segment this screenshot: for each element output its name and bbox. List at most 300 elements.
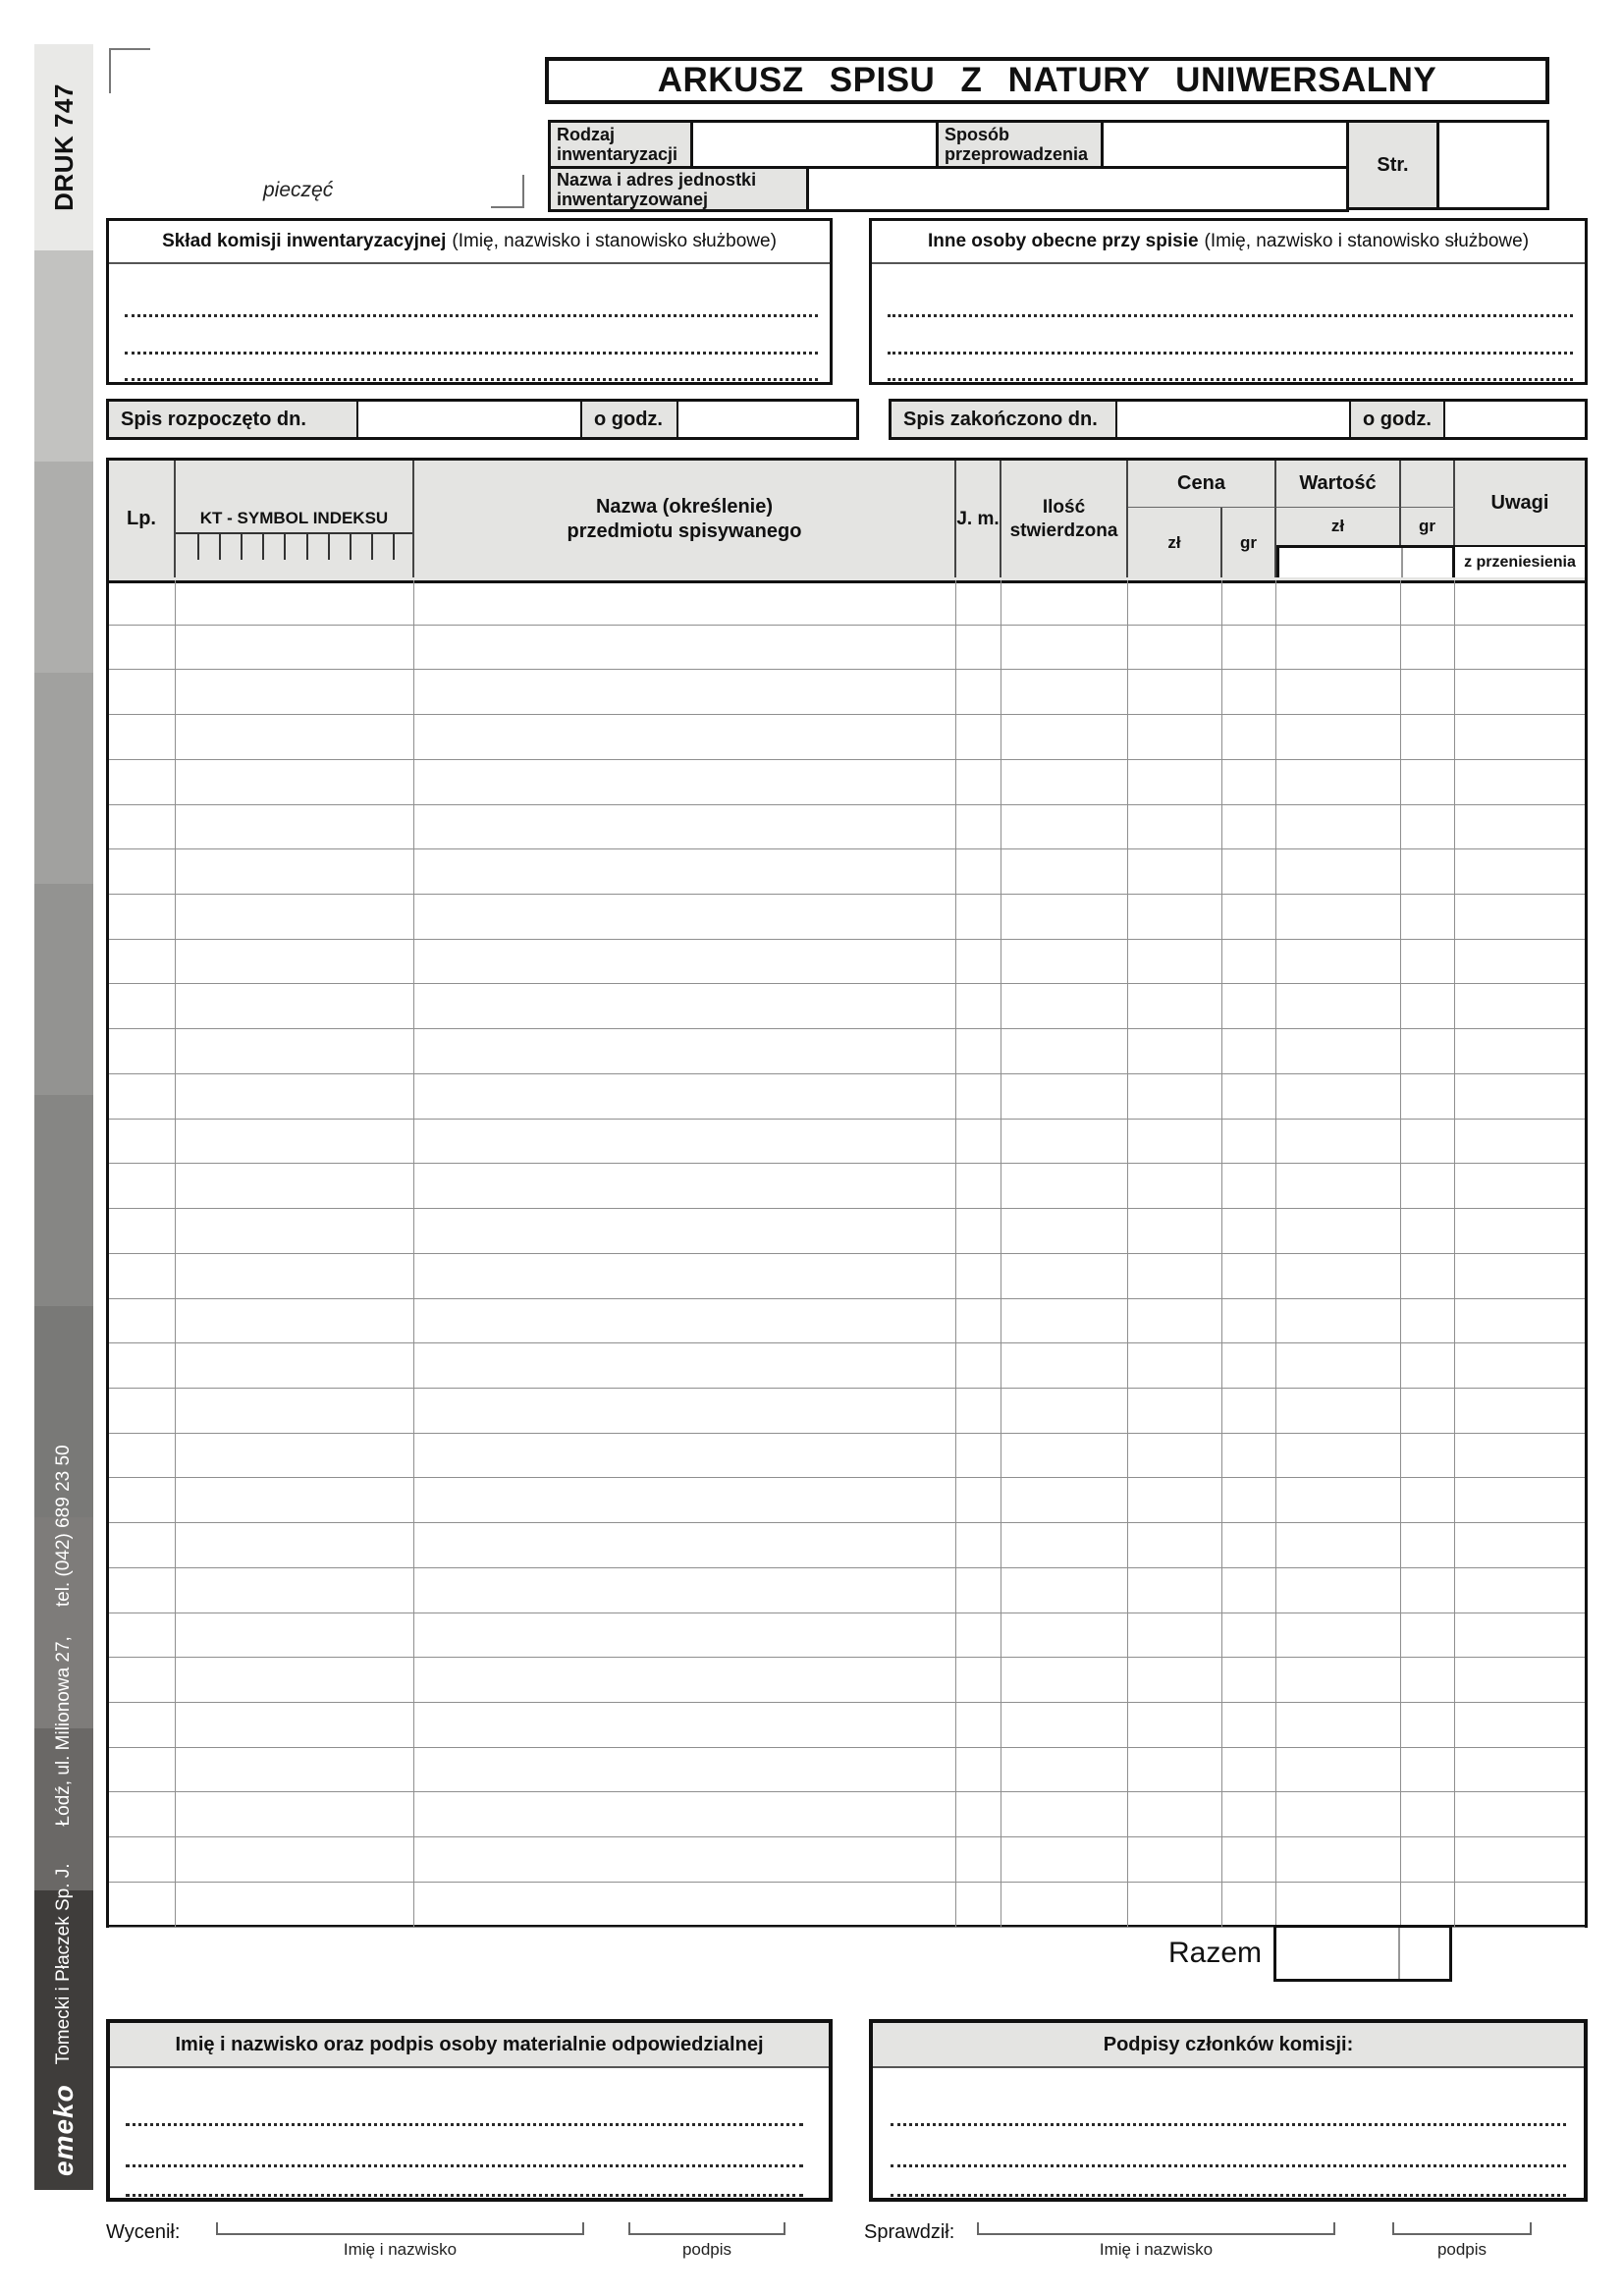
table-cell <box>109 1164 176 1208</box>
table-cell <box>1128 1568 1222 1613</box>
table-cell <box>1128 1029 1222 1073</box>
table-cell <box>414 715 956 759</box>
table-cell <box>1276 1658 1401 1702</box>
table-cell <box>176 1389 414 1433</box>
table-cell <box>414 1299 956 1343</box>
table-cell <box>176 1343 414 1388</box>
table-cell <box>1401 940 1455 984</box>
start-date-bar <box>106 399 859 440</box>
fill-in-line <box>891 2194 1566 2197</box>
table-row <box>109 1478 1585 1523</box>
total-label: Razem <box>1167 1937 1262 1969</box>
start-date-field <box>358 402 582 437</box>
table-cell <box>1128 984 1222 1028</box>
committee-box-title <box>109 221 830 264</box>
table-cell <box>414 1568 956 1613</box>
table-cell <box>176 1568 414 1613</box>
table-cell <box>109 1029 176 1073</box>
table-cell <box>176 670 414 714</box>
publisher-logo: emeko <box>48 2084 79 2176</box>
table-cell <box>1276 760 1401 804</box>
table-cell <box>1455 1074 1585 1119</box>
table-cell <box>1001 1658 1128 1702</box>
table-cell <box>1222 580 1276 625</box>
table-cell <box>176 1434 414 1478</box>
table-cell <box>109 715 176 759</box>
table-cell <box>1001 1074 1128 1119</box>
table-cell <box>414 1120 956 1164</box>
corner-mark <box>109 48 150 50</box>
table-cell <box>1455 580 1585 625</box>
table-cell <box>1222 1299 1276 1343</box>
table-cell <box>1455 760 1585 804</box>
other-persons-title-bold: Inne osoby obecne przy spisie <box>927 231 1199 251</box>
table-cell <box>1401 1434 1455 1478</box>
table-row <box>109 760 1585 805</box>
table-row <box>109 1029 1585 1074</box>
table-cell <box>1001 940 1128 984</box>
col-header-ilosc-line1: Ilość <box>1042 496 1086 518</box>
inventory-type-label: Rodzaj inwentaryzacji <box>548 120 693 169</box>
inventory-type-field <box>690 120 939 169</box>
table-cell <box>1222 1568 1276 1613</box>
fill-in-line <box>891 2164 1566 2167</box>
table-cell <box>1222 849 1276 894</box>
table-cell <box>1276 940 1401 984</box>
table-cell <box>1276 895 1401 939</box>
table-cell <box>1455 1837 1585 1882</box>
form-title: ARKUSZ SPISU Z NATURY UNIWERSALNY <box>657 61 1437 99</box>
table-cell <box>956 1478 1001 1522</box>
table-cell <box>956 849 1001 894</box>
table-cell <box>1455 940 1585 984</box>
page-number-label: Str. <box>1346 120 1439 210</box>
table-cell <box>1401 1837 1455 1882</box>
table-row <box>109 1164 1585 1209</box>
col-header-lp: Lp. <box>109 461 176 577</box>
table-cell <box>1222 1478 1276 1522</box>
table-cell <box>109 849 176 894</box>
publisher-name: Tomecki i Płaczek Sp. J. <box>53 1863 74 2065</box>
table-cell <box>1001 1523 1128 1567</box>
table-cell <box>109 1478 176 1522</box>
kt-tick <box>219 534 221 560</box>
table-cell <box>176 805 414 849</box>
table-cell <box>414 1613 956 1658</box>
table-cell <box>176 1658 414 1702</box>
table-cell <box>1455 1658 1585 1702</box>
table-cell <box>176 760 414 804</box>
table-cell <box>956 1613 1001 1658</box>
table-cell <box>956 1074 1001 1119</box>
table-row <box>109 1837 1585 1883</box>
inventory-table-header <box>109 461 1585 583</box>
table-cell <box>414 760 956 804</box>
committee-title-bold: Skład komisji inwentaryzacyjnej <box>162 231 447 251</box>
table-cell <box>176 1029 414 1073</box>
table-cell <box>1276 849 1401 894</box>
table-cell <box>1222 1883 1276 1927</box>
table-cell <box>1455 1883 1585 1927</box>
kt-tick <box>306 534 308 560</box>
form-title-box <box>545 57 1549 104</box>
table-cell <box>956 1883 1001 1927</box>
fill-in-line <box>888 352 1573 355</box>
valued-by-name-line <box>216 2222 584 2235</box>
table-cell <box>1001 849 1128 894</box>
fill-in-line <box>125 314 818 317</box>
table-cell <box>1001 1568 1128 1613</box>
fill-in-line <box>126 2123 803 2126</box>
table-cell <box>1455 1523 1585 1567</box>
table-cell <box>1128 1883 1222 1927</box>
checked-by-label: Sprawdził: <box>864 2221 955 2243</box>
table-row <box>109 1613 1585 1659</box>
table-cell <box>1401 1389 1455 1433</box>
table-cell <box>414 1029 956 1073</box>
table-row <box>109 1343 1585 1389</box>
table-cell <box>1455 1164 1585 1208</box>
end-date-label: Spis zakończono dn. <box>903 408 1098 430</box>
table-cell <box>1222 1254 1276 1298</box>
fill-in-line <box>888 378 1573 381</box>
table-cell <box>956 805 1001 849</box>
table-row <box>109 1299 1585 1344</box>
table-cell <box>1222 1434 1276 1478</box>
committee-signatures-box <box>869 2019 1588 2202</box>
table-cell <box>1001 1613 1128 1658</box>
table-cell <box>1222 760 1276 804</box>
table-cell <box>1222 1209 1276 1253</box>
table-cell <box>1455 1748 1585 1792</box>
committee-signatures-title: Podpisy członków komisji: <box>873 2023 1584 2068</box>
table-cell <box>1276 580 1401 625</box>
table-cell <box>1128 1343 1222 1388</box>
table-row <box>109 984 1585 1029</box>
table-cell <box>1401 715 1455 759</box>
table-cell <box>414 1523 956 1567</box>
table-row <box>109 1389 1585 1434</box>
table-cell <box>956 715 1001 759</box>
table-cell <box>1401 1254 1455 1298</box>
table-row <box>109 1209 1585 1254</box>
table-cell <box>176 940 414 984</box>
kt-tick <box>393 534 395 560</box>
table-cell <box>1455 1299 1585 1343</box>
table-row <box>109 1568 1585 1613</box>
kt-tick <box>262 534 264 560</box>
publisher-phone: tel. (042) 689 23 50 <box>53 1445 74 1608</box>
table-cell <box>1128 895 1222 939</box>
table-cell <box>1455 895 1585 939</box>
table-cell <box>1222 1074 1276 1119</box>
table-cell <box>956 626 1001 670</box>
table-cell <box>1276 626 1401 670</box>
table-cell <box>109 1748 176 1792</box>
table-cell <box>1455 1613 1585 1658</box>
responsible-person-box <box>106 2019 833 2202</box>
table-cell <box>1001 1299 1128 1343</box>
table-row <box>109 805 1585 850</box>
table-cell <box>109 1254 176 1298</box>
table-cell <box>1001 1883 1128 1927</box>
table-cell <box>1128 1837 1222 1882</box>
table-cell <box>414 1883 956 1927</box>
fill-in-line <box>125 378 818 381</box>
table-cell <box>1001 1120 1128 1164</box>
table-cell <box>1128 805 1222 849</box>
table-row <box>109 895 1585 940</box>
table-cell <box>1455 1120 1585 1164</box>
table-cell <box>109 1299 176 1343</box>
table-row <box>109 1703 1585 1748</box>
table-cell <box>109 1568 176 1613</box>
table-cell <box>1128 1164 1222 1208</box>
table-cell <box>1128 1074 1222 1119</box>
start-date-label: Spis rozpoczęto dn. <box>121 408 306 430</box>
table-cell <box>1128 1254 1222 1298</box>
table-cell <box>1128 1478 1222 1522</box>
table-cell <box>956 1389 1001 1433</box>
table-cell <box>1401 1299 1455 1343</box>
table-cell <box>1401 1164 1455 1208</box>
table-cell <box>109 1120 176 1164</box>
table-cell <box>956 1029 1001 1073</box>
table-cell <box>176 1209 414 1253</box>
table-cell <box>109 1523 176 1567</box>
table-cell <box>414 580 956 625</box>
table-cell <box>1001 1434 1128 1478</box>
table-cell <box>1401 1209 1455 1253</box>
table-cell <box>1455 1343 1585 1388</box>
table-row <box>109 670 1585 715</box>
committee-title-note: (Imię, nazwisko i stanowisko służbowe) <box>452 231 777 251</box>
table-cell <box>1401 1613 1455 1658</box>
table-cell <box>1128 1703 1222 1747</box>
table-cell <box>414 1343 956 1388</box>
carryover-box-divider <box>1401 548 1403 577</box>
table-cell <box>1455 1478 1585 1522</box>
name-caption: Imię i nazwisko <box>1099 2240 1214 2259</box>
table-cell <box>414 1254 956 1298</box>
fill-in-line <box>891 2123 1566 2126</box>
table-cell <box>176 1613 414 1658</box>
druk-number-label: DRUK 747 <box>48 83 79 211</box>
table-cell <box>1455 849 1585 894</box>
table-cell <box>1001 580 1128 625</box>
table-row <box>109 1658 1585 1703</box>
col-header-nazwa-line2: przedmiotu spisywanego <box>567 519 802 542</box>
table-cell <box>414 805 956 849</box>
table-cell <box>1276 1748 1401 1792</box>
table-cell <box>1128 1523 1222 1567</box>
table-cell <box>414 1837 956 1882</box>
kt-tick <box>371 534 373 560</box>
col-header-kt <box>176 461 414 577</box>
table-cell <box>176 1478 414 1522</box>
table-cell <box>176 1748 414 1792</box>
table-row <box>109 1434 1585 1479</box>
table-cell <box>414 849 956 894</box>
table-cell <box>956 1703 1001 1747</box>
table-cell <box>1222 1029 1276 1073</box>
table-cell <box>109 1837 176 1882</box>
table-cell <box>1401 849 1455 894</box>
table-row <box>109 626 1585 671</box>
table-cell <box>109 626 176 670</box>
table-cell <box>414 1658 956 1702</box>
table-cell <box>1401 1029 1455 1073</box>
fill-in-line <box>888 314 1573 317</box>
table-cell <box>1001 805 1128 849</box>
table-cell <box>414 1748 956 1792</box>
checked-by-name-line <box>977 2222 1335 2235</box>
table-cell <box>1222 895 1276 939</box>
table-cell <box>1401 1120 1455 1164</box>
table-cell <box>1455 1792 1585 1836</box>
table-cell <box>1455 1434 1585 1478</box>
fill-in-line <box>126 2194 803 2197</box>
table-cell <box>1128 1120 1222 1164</box>
table-row <box>109 1748 1585 1793</box>
table-cell <box>1001 1209 1128 1253</box>
strip-segment <box>34 884 93 1095</box>
table-cell <box>1455 1029 1585 1073</box>
table-cell <box>1222 805 1276 849</box>
col-header-ilosc-line2: stwierdzona <box>1009 519 1118 541</box>
carryover-value-box <box>1276 545 1455 577</box>
table-cell <box>1455 1703 1585 1747</box>
table-cell <box>1001 760 1128 804</box>
table-cell <box>1222 1703 1276 1747</box>
table-cell <box>176 1164 414 1208</box>
table-cell <box>176 715 414 759</box>
table-cell <box>956 670 1001 714</box>
table-cell <box>414 895 956 939</box>
table-cell <box>1222 1523 1276 1567</box>
table-cell <box>1401 895 1455 939</box>
col-header-wartosc-gr: gr <box>1401 508 1455 545</box>
valued-by-label: Wycenił: <box>106 2221 181 2243</box>
publisher-address: Łódź, ul. Milionowa 27, <box>53 1636 74 1827</box>
table-row <box>109 1883 1585 1928</box>
stamp-label: pieczęć <box>263 179 334 201</box>
table-cell <box>109 940 176 984</box>
table-cell <box>176 1883 414 1927</box>
table-cell <box>956 1748 1001 1792</box>
table-cell <box>1001 1164 1128 1208</box>
other-persons-box <box>869 218 1588 385</box>
table-cell <box>1001 1478 1128 1522</box>
table-cell <box>1276 1299 1401 1343</box>
table-cell <box>956 1568 1001 1613</box>
table-cell <box>1128 940 1222 984</box>
kt-tick <box>284 534 286 560</box>
corner-mark <box>109 48 111 93</box>
table-cell <box>1276 1837 1401 1882</box>
table-cell <box>1222 1658 1276 1702</box>
table-cell <box>1001 1837 1128 1882</box>
table-cell <box>109 1209 176 1253</box>
table-cell <box>109 1883 176 1927</box>
method-field <box>1101 120 1349 169</box>
table-cell <box>956 1343 1001 1388</box>
table-cell <box>1001 1703 1128 1747</box>
method-label: Sposób przeprowadzenia <box>936 120 1104 169</box>
table-row <box>109 715 1585 760</box>
table-cell <box>1222 984 1276 1028</box>
unit-name-field <box>806 166 1349 212</box>
table-cell <box>1276 1389 1401 1433</box>
table-cell <box>1128 1792 1222 1836</box>
table-cell <box>1401 1658 1455 1702</box>
table-cell <box>176 1792 414 1836</box>
table-cell <box>956 1299 1001 1343</box>
table-cell <box>1276 1254 1401 1298</box>
table-cell <box>109 1703 176 1747</box>
table-cell <box>1455 670 1585 714</box>
table-cell <box>1401 805 1455 849</box>
table-cell <box>109 760 176 804</box>
table-cell <box>1276 805 1401 849</box>
table-cell <box>1001 1389 1128 1433</box>
kt-tick <box>328 534 330 560</box>
table-cell <box>176 984 414 1028</box>
table-cell <box>1276 1792 1401 1836</box>
kt-tick <box>241 534 243 560</box>
table-cell <box>414 1074 956 1119</box>
table-cell <box>1222 1120 1276 1164</box>
table-cell <box>176 1120 414 1164</box>
col-header-nazwa <box>414 461 956 577</box>
col-header-kt-label: KT - SYMBOL INDEKSU <box>176 461 412 534</box>
table-cell <box>1401 1792 1455 1836</box>
table-cell <box>109 805 176 849</box>
table-cell <box>414 1478 956 1522</box>
table-cell <box>1128 670 1222 714</box>
table-cell <box>414 1792 956 1836</box>
table-cell <box>1222 1748 1276 1792</box>
table-cell <box>1276 1120 1401 1164</box>
table-cell <box>1276 1434 1401 1478</box>
table-cell <box>414 1209 956 1253</box>
carryover-label-cell: z przeniesienia <box>1455 545 1585 577</box>
table-cell <box>1276 1478 1401 1522</box>
table-row <box>109 1792 1585 1837</box>
table-cell <box>1455 626 1585 670</box>
total-value-box <box>1273 1925 1452 1982</box>
table-cell <box>109 1343 176 1388</box>
table-cell <box>956 1658 1001 1702</box>
table-cell <box>109 580 176 625</box>
table-cell <box>1401 1883 1455 1927</box>
table-cell <box>1001 1792 1128 1836</box>
table-cell <box>1455 715 1585 759</box>
table-cell <box>414 626 956 670</box>
other-persons-title-note: (Imię, nazwisko i stanowisko służbowe) <box>1204 231 1530 251</box>
col-header-nazwa-line1: Nazwa (określenie) <box>595 495 774 518</box>
table-cell <box>1128 1389 1222 1433</box>
table-cell <box>1276 1074 1401 1119</box>
table-cell <box>1128 1299 1222 1343</box>
fill-in-line <box>126 2164 803 2167</box>
unit-name-label: Nazwa i adres jednostki inwentaryzowanej <box>548 166 809 212</box>
table-cell <box>1401 670 1455 714</box>
table-cell <box>1401 1074 1455 1119</box>
table-cell <box>956 1209 1001 1253</box>
table-cell <box>1276 1209 1401 1253</box>
table-row <box>109 580 1585 626</box>
